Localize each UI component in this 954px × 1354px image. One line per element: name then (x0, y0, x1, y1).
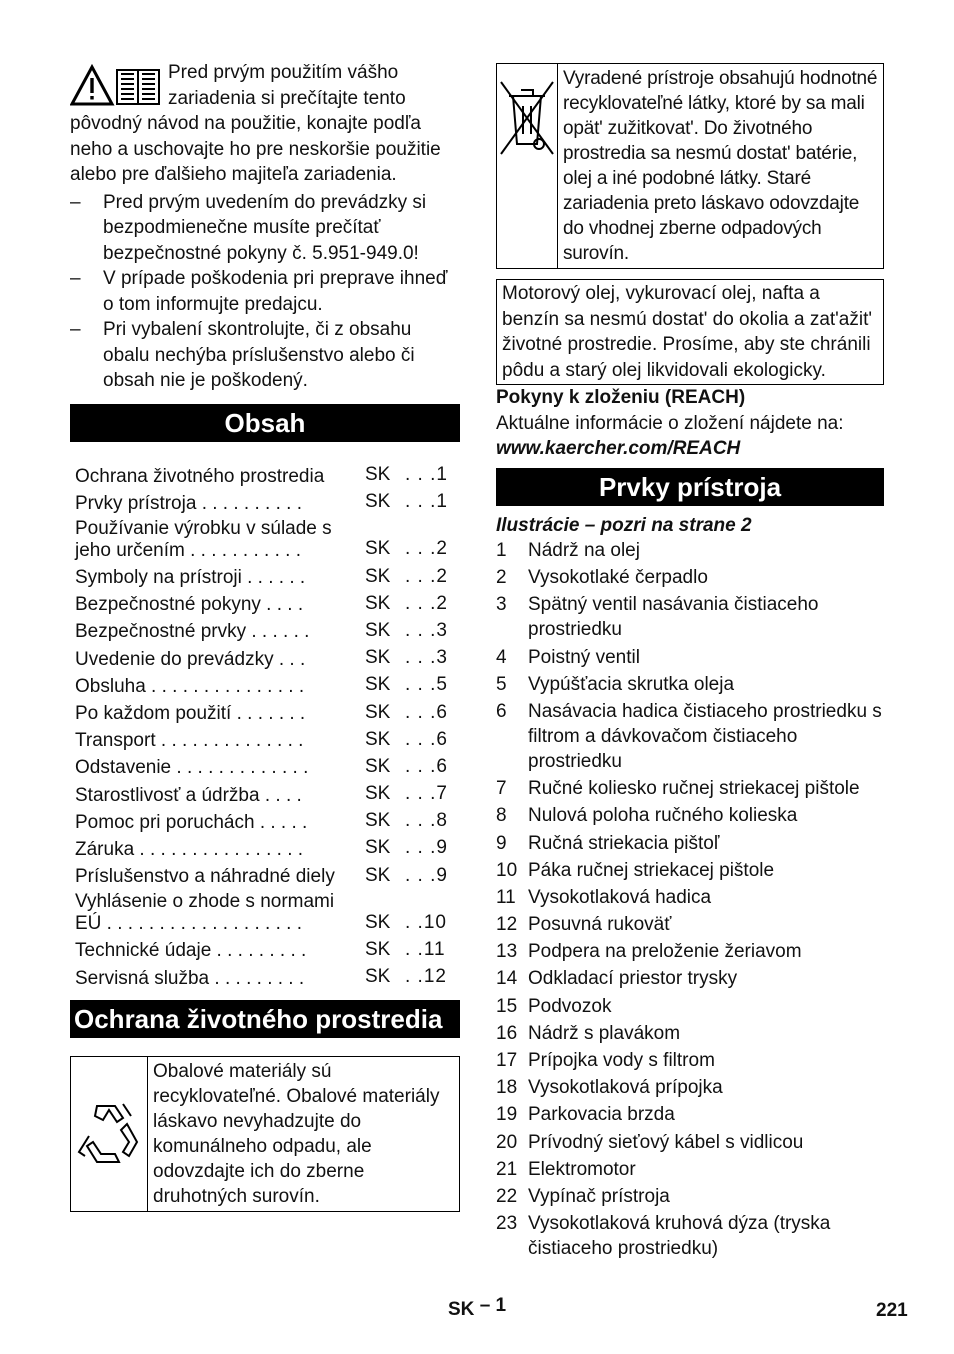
part-number: 16 (496, 1022, 518, 1044)
warning-triangle-icon (72, 67, 112, 104)
part-number: 7 (496, 778, 507, 800)
part-label: Páka ručnej striekacej pištole (528, 859, 775, 881)
intro-block (70, 60, 460, 394)
list-item (496, 966, 884, 991)
toc-title: Príslušenstvo a náhradné diely (75, 866, 335, 888)
toc-lang: SK (365, 864, 391, 886)
left-column (70, 60, 460, 1212)
toc-page: . .10 (405, 911, 447, 933)
reach-url[interactable]: www.kaercher.com/REACH (496, 438, 741, 459)
toc-row[interactable] (75, 935, 460, 962)
part-label: Ručné koliesko ručnej striekacej pištole (528, 778, 860, 800)
part-number: 15 (496, 995, 518, 1017)
toc-row[interactable] (75, 589, 460, 616)
part-number: 17 (496, 1050, 518, 1071)
part-number: 1 (496, 540, 507, 561)
toc-row[interactable] (75, 698, 460, 725)
toc-lang: SK (365, 491, 391, 513)
recycle-icon (71, 1057, 148, 1211)
toc-lang: SK (365, 938, 391, 960)
toc-page: . . .2 (405, 538, 448, 560)
toc-lang: SK (365, 565, 391, 587)
toc-row[interactable] (75, 671, 460, 698)
part-label: Odkladací priestor trysky (528, 968, 738, 990)
part-label: Podpera na preloženie žeriavom (528, 941, 802, 963)
list-item: – Pri vybalení skontrolujte, či z obsahu obalu nechýba príslušenstvo alebo či obsah nie je poškodený. (70, 319, 415, 391)
part-label: Posuvná rukoväť (528, 914, 672, 936)
toc-title: Po každom použití . . . . . . . (75, 703, 306, 724)
reach-title: Pokyny k zloženiu (REACH) (496, 387, 746, 408)
toc-row[interactable] (75, 461, 460, 488)
part-label: Vysokotlaková prípojka (528, 1077, 723, 1099)
part-number: 2 (496, 567, 507, 589)
weee-text: Vyradené prístroje obsahujú hodnotné recyklovateľné látky, ktoré by sa mali opät' zužitkovat'. Do životného prostredia sa nesmú dostat' batérie, olej a iné podobné látky. Staré zariadenia preto láskavo odovzdajte do vhodnej zberne odpadových surovín. (563, 68, 878, 264)
toc-row[interactable] (75, 807, 460, 834)
list-item (496, 538, 884, 563)
contents-heading: Obsah (70, 404, 460, 442)
toc-title: Pomoc pri poruchách . . . . . (75, 811, 308, 833)
part-label: Vysokotlaké čerpadlo (528, 567, 708, 589)
toc-row[interactable] (75, 643, 460, 670)
toc-lang: SK (365, 619, 391, 641)
toc-lang: SK (365, 674, 391, 696)
toc-page: . . .9 (405, 837, 448, 859)
part-number: 18 (496, 1077, 518, 1099)
toc-lang: SK (365, 755, 391, 777)
list-item (496, 939, 884, 964)
recycle-text: Obalové materiály sú recyklovateľné. Obalové materiály láskavo nevyhadzujte do komunálneho odpadu, ale odovzdajte ich do zberne druhotných surovín. (153, 1060, 440, 1207)
toc-page: . .11 (405, 938, 446, 960)
part-number: 6 (496, 700, 507, 722)
part-label: Nasávacia hadica čistiaceho prostriedku s filtrom a dávkovačom čistiaceho prostriedku (528, 700, 882, 772)
part-label: Prívodný sieťový kábel s vidlicou (528, 1131, 804, 1153)
part-number: 3 (496, 594, 507, 616)
toc-page: . . .2 (405, 565, 448, 587)
toc-page: . . .2 (405, 592, 448, 614)
toc-page: . . .9 (405, 864, 448, 886)
part-number: 9 (496, 832, 507, 854)
part-number: 12 (496, 914, 518, 936)
toc-row[interactable] (75, 725, 460, 752)
intro-bullets (70, 190, 460, 394)
part-label: Prípojka vody s filtrom (528, 1050, 715, 1071)
part-label: Ručná striekacia pištoľ (528, 832, 720, 854)
toc-title: Uvedenie do prevádzky . . . (75, 648, 306, 670)
part-number: 8 (496, 805, 507, 827)
toc-row[interactable] (75, 616, 460, 643)
toc-title: Symboly na prístroji . . . . . . (75, 567, 306, 589)
list-item (496, 831, 884, 856)
part-number: 22 (496, 1185, 518, 1207)
list-item: – V prípade poškodenia pri preprave ihneď o tom informujte predajcu. (70, 268, 448, 315)
parts-heading: Prvky prístroja (496, 468, 884, 506)
toc-row[interactable] (75, 888, 460, 935)
toc-lang: SK (365, 966, 391, 987)
part-number: 10 (496, 859, 518, 881)
list-item (496, 1048, 884, 1073)
toc-lang: SK (365, 701, 391, 723)
list-item (496, 1075, 884, 1100)
toc-row[interactable] (75, 834, 460, 861)
toc-lang: SK (365, 538, 391, 560)
toc-title: Servisná služba . . . . . . . . . (75, 967, 305, 989)
part-label: Nádrž s plavákom (528, 1022, 681, 1044)
toc-lang: SK (365, 810, 391, 832)
toc-title: Starostlivosť a údržba . . . . (75, 784, 302, 806)
list-item (496, 994, 884, 1019)
part-number: 19 (496, 1104, 518, 1126)
toc-title: Bezpečnostné prvky . . . . . . (75, 621, 310, 643)
part-number: 5 (496, 673, 507, 695)
list-item (496, 1184, 884, 1209)
list-item (496, 858, 884, 883)
toc-page: . . .3 (405, 619, 448, 641)
crossed-bin-icon (497, 64, 558, 268)
intro-text: Pred prvým použitím vášho zariadenia si prečítajte tento pôvodný návod na použitie, konajte podľa neho a uschovajte ho pre neskoršie použitie alebo pre ďalšieho majiteľa zariadenia. (70, 62, 441, 185)
footer-section: SK – 1 (448, 1295, 507, 1320)
manual-book-icon (117, 70, 159, 104)
toc-title: Používanie výrobku v súlade s jeho určením . . . . . . . . . . . (75, 517, 332, 561)
toc-title: Prvky prístroja . . . . . . . . . . (75, 492, 302, 514)
toc-row[interactable] (75, 962, 460, 989)
part-number: 4 (496, 646, 507, 668)
part-number: 13 (496, 941, 518, 963)
list-item (496, 672, 884, 697)
part-number: 11 (496, 886, 516, 908)
toc-title: Technické údaje . . . . . . . . . (75, 940, 307, 962)
toc-row[interactable] (75, 488, 460, 515)
toc-row[interactable] (75, 752, 460, 779)
environment-heading: Ochrana životného prostredia (70, 1000, 460, 1038)
oil-notice: Motorový olej, vykurovací olej, nafta a benzín sa nesmú dostat' do okolia a zat'ažit' životné prostredie. Prosíme, aby ste chránili pôdu a starý olej likvidovali ekologicky. (496, 279, 884, 385)
toc-title: Obsluha . . . . . . . . . . . . . . . (75, 675, 305, 697)
toc-title: Vyhlásenie o zhode s normami EÚ . . . . . . . . . . . . . . . . . . . (75, 891, 335, 935)
part-label: Poistný ventil (528, 646, 640, 668)
toc-title: Transport . . . . . . . . . . . . . . (75, 730, 304, 752)
list-item (496, 912, 884, 937)
toc-page: . . .6 (405, 701, 448, 723)
list-item (496, 592, 884, 642)
toc-page: . . .6 (405, 755, 448, 777)
parts-list (496, 538, 884, 1261)
right-column (496, 63, 884, 1263)
list-item (496, 776, 884, 801)
toc-row[interactable] (75, 861, 460, 888)
part-label: Vysokotlaková hadica (528, 886, 712, 908)
toc-row[interactable] (75, 562, 460, 589)
list-item (496, 645, 884, 670)
part-label: Spätný ventil nasávania čistiaceho prostriedku (528, 594, 819, 641)
list-item (496, 1021, 884, 1046)
toc-lang: SK (365, 464, 391, 486)
toc-row[interactable] (75, 515, 460, 562)
part-label: Podvozok (528, 995, 612, 1017)
list-item (496, 1102, 884, 1127)
toc-title: Ochrana životného prostredia (75, 465, 325, 487)
part-label: Nádrž na olej (528, 540, 640, 561)
part-number: 20 (496, 1131, 518, 1153)
toc-lang: SK (365, 911, 391, 933)
part-label: Nulová poloha ručného kolieska (528, 805, 798, 827)
recycle-notice (70, 1056, 460, 1212)
toc-page: . . .1 (405, 491, 448, 513)
part-number: 23 (496, 1213, 518, 1235)
toc-page: . . .3 (405, 647, 448, 669)
part-number: 21 (496, 1158, 518, 1180)
list-item (496, 1157, 884, 1182)
toc-lang: SK (365, 647, 391, 669)
list-item (496, 885, 884, 910)
part-label: Elektromotor (528, 1158, 636, 1180)
weee-notice (496, 63, 884, 269)
toc-page: . . .1 (405, 464, 448, 486)
toc-row[interactable] (75, 779, 460, 806)
list-item (496, 803, 884, 828)
part-number: 14 (496, 968, 518, 990)
toc-lang: SK (365, 837, 391, 859)
toc-title: Záruka . . . . . . . . . . . . . . . . (75, 838, 304, 860)
warning-and-manual-icons (70, 64, 162, 108)
toc-title: Odstavenie . . . . . . . . . . . . . (75, 757, 309, 779)
part-label: Vypínač prístroja (528, 1185, 670, 1207)
toc-page: . . .6 (405, 728, 448, 750)
part-label: Vysokotlaková kruhová dýza (tryska čistiaceho prostriedku) (528, 1213, 831, 1260)
parts-reference: Ilustrácie – pozri na strane 2 (496, 514, 752, 536)
list-item (496, 699, 884, 774)
toc-lang: SK (365, 592, 391, 614)
list-item (496, 565, 884, 590)
list-item: – Pred prvým uvedením do prevádzky si bezpodmienečne musíte prečítať bezpečnostné pokyny č. 5.951-949.0! (70, 191, 427, 264)
toc-page: . . .7 (405, 783, 448, 805)
toc-lang: SK (365, 728, 391, 750)
toc-lang: SK (365, 783, 391, 805)
table-of-contents (70, 461, 460, 990)
reach-text: Aktuálne informácie o zložení nájdete na: (496, 412, 844, 434)
toc-page: . .12 (405, 966, 447, 987)
toc-page: . . .8 (405, 810, 448, 832)
part-label: Parkovacia brzda (528, 1104, 675, 1126)
list-item (496, 1130, 884, 1155)
part-label: Vypúšťacia skrutka oleja (528, 673, 735, 695)
list-item (496, 1211, 884, 1261)
toc-page: . . .5 (405, 674, 448, 696)
toc-title: Bezpečnostné pokyny . . . . (75, 594, 304, 616)
page-number: 221 (876, 1300, 908, 1321)
